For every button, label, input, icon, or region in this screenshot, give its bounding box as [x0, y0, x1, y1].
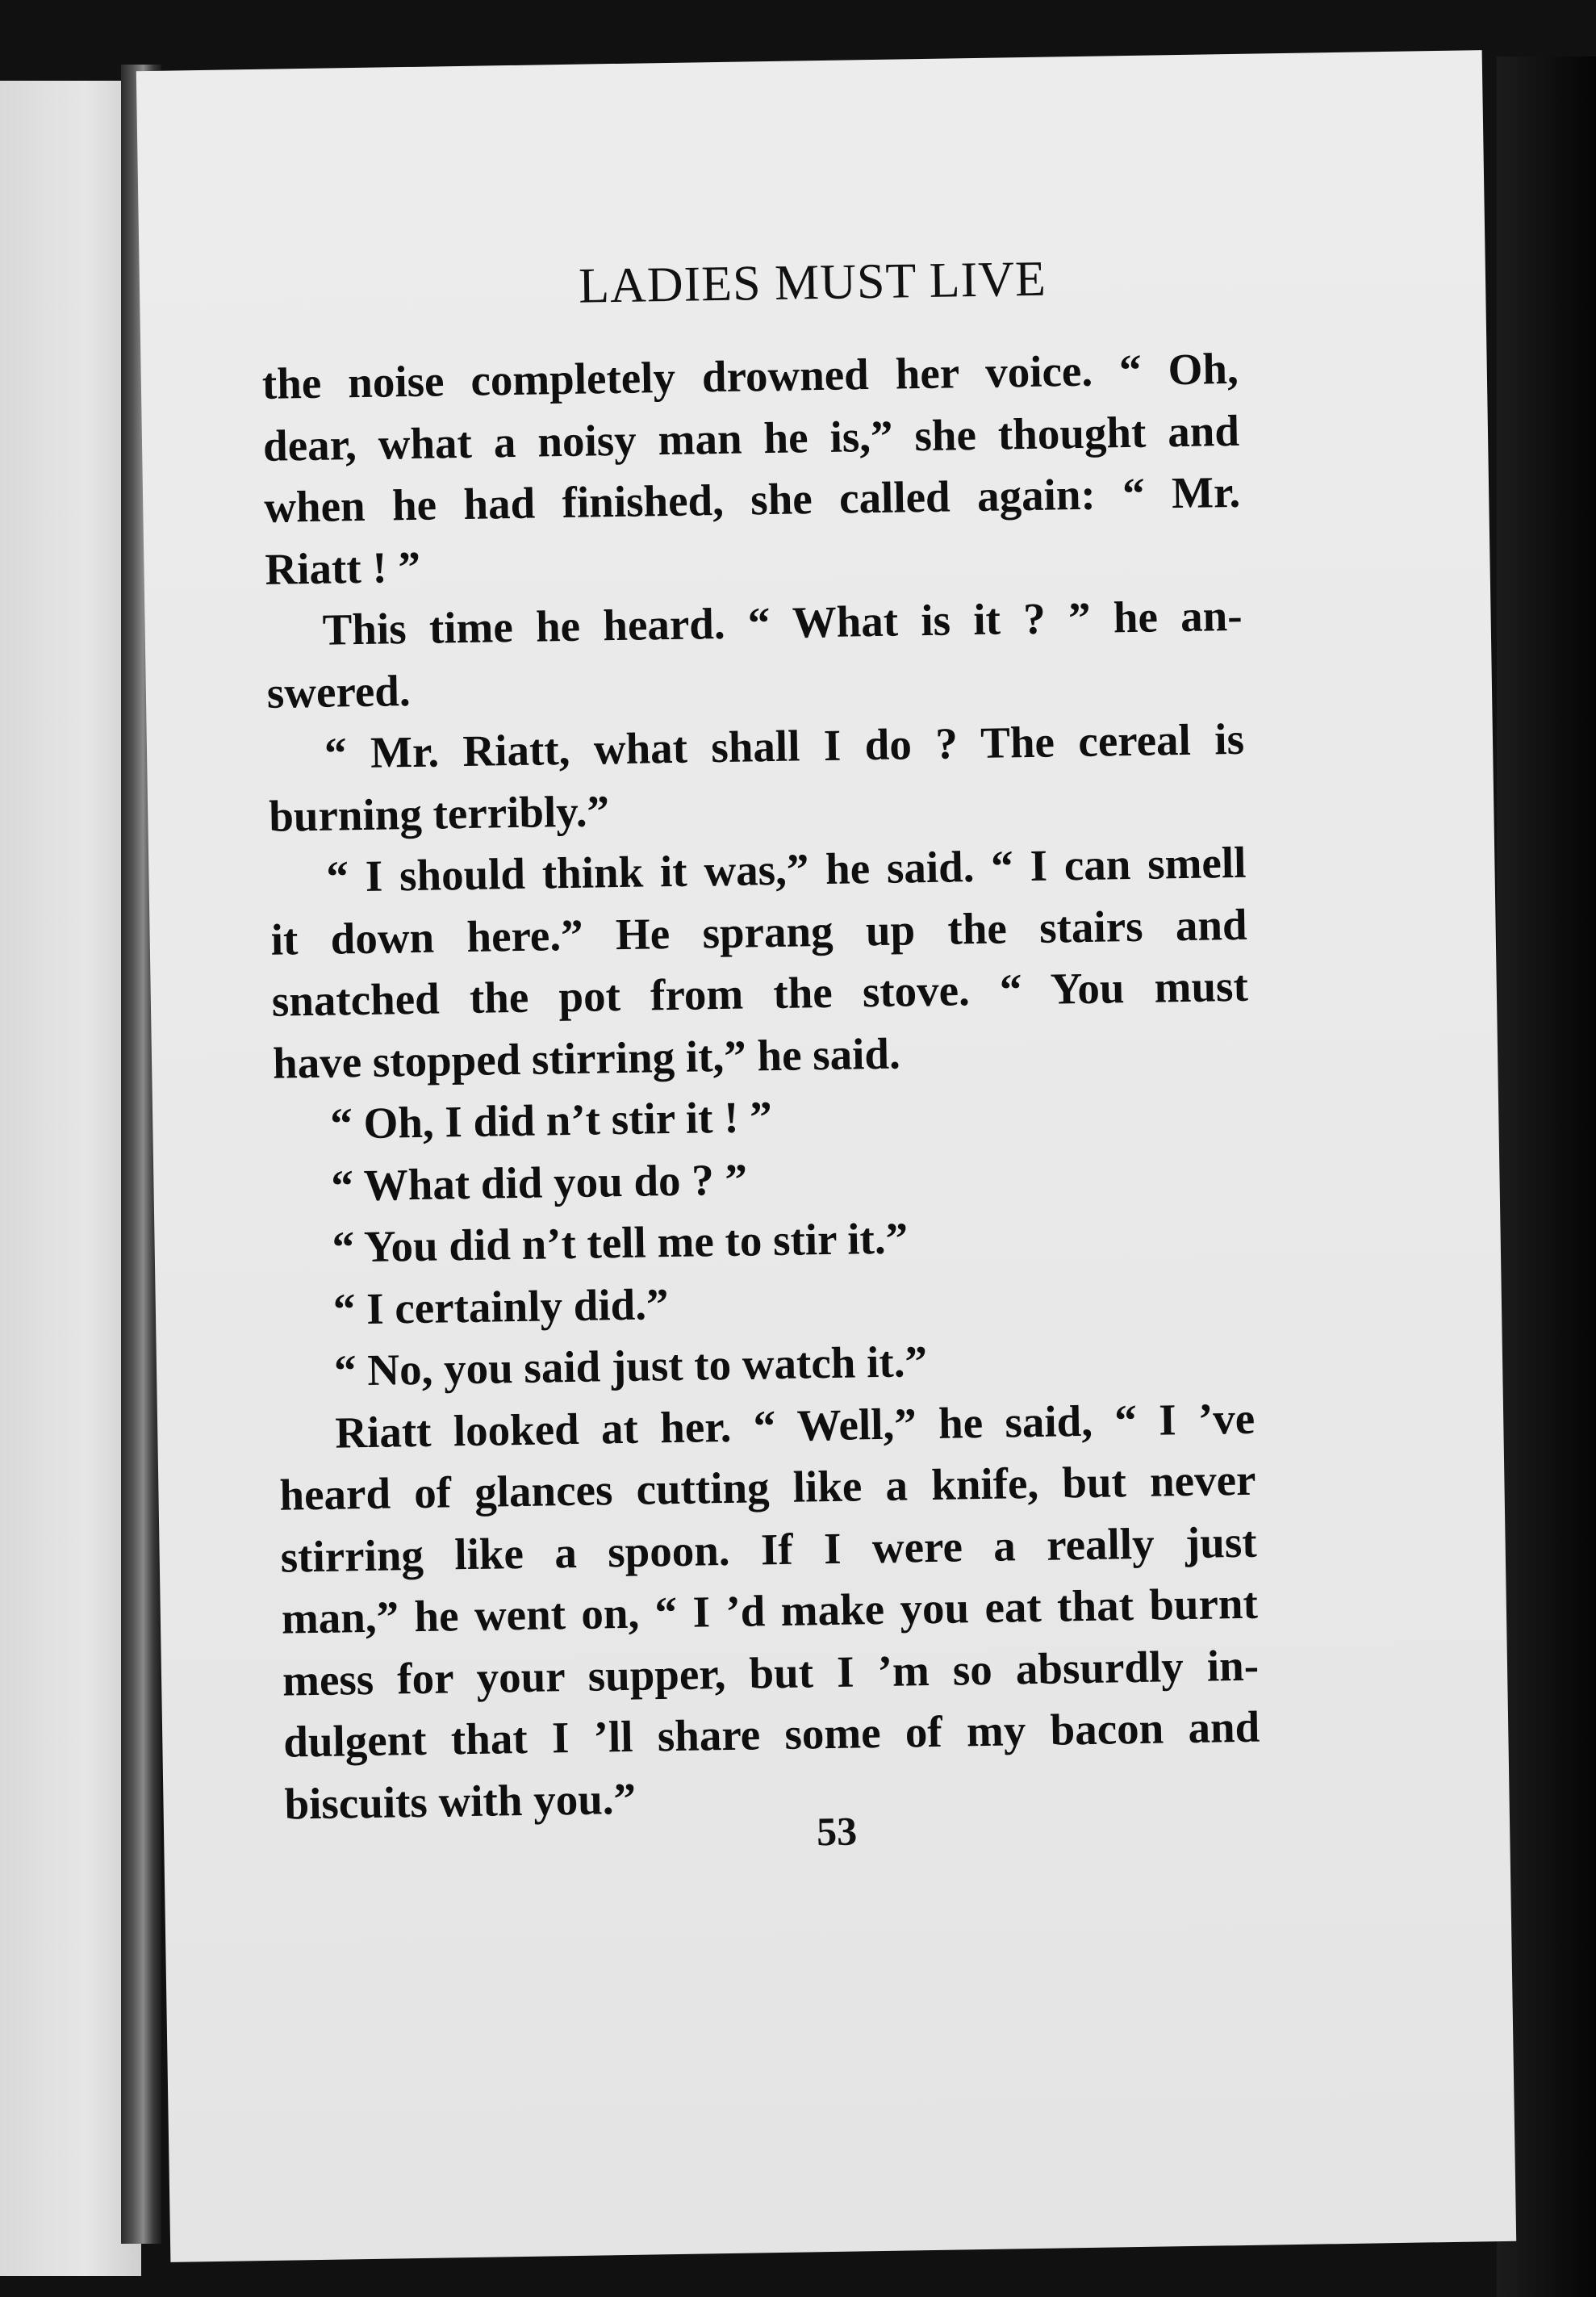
text-line: “ You did n’t tell me to stir it.” — [332, 1213, 909, 1272]
text-line: it down here.” He sprang up the stairs and — [270, 899, 1248, 964]
text-line: have stopped stirring it,” he said. — [272, 1028, 901, 1088]
text-line: mess for your supper, but I ’m so absurdly in- — [282, 1640, 1260, 1705]
text-line: “ I certainly did.” — [332, 1278, 669, 1334]
text-line: man,” he went on, “ I ’d make you eat that burnt — [281, 1578, 1259, 1643]
text-line: dear, what a noisy man he is,” she thought and — [262, 405, 1240, 471]
text-line: swered. — [266, 665, 412, 718]
text-line: “ No, you said just to watch it.” — [333, 1337, 928, 1395]
text-line: Riatt ! ” — [265, 542, 421, 594]
text-line: “ What did you do ? ” — [331, 1154, 748, 1211]
text-line: the noise completely drowned her voice. “ Oh, — [261, 343, 1239, 408]
text-line: Riatt looked at her. “ Well,” he said, “ I ’ve — [334, 1393, 1255, 1458]
page-number: 53 — [816, 1808, 858, 1855]
previous-page-edge — [0, 81, 141, 2276]
text-line: heard of glances cutting like a knife, but never — [279, 1454, 1256, 1520]
book-page — [136, 50, 1516, 2262]
text-line: “ Oh, I did n’t stir it ! ” — [329, 1092, 773, 1148]
text-line: dulgent that I ’ll share some of my bacon and — [282, 1701, 1260, 1767]
text-line: burning terribly.” — [268, 785, 610, 841]
page-body — [261, 338, 1261, 1835]
text-line: stirring like a spoon. If I were a really just — [280, 1517, 1258, 1582]
text-line: “ Mr. Riatt, what shall I do ? The cereal is — [324, 713, 1245, 778]
text-line: biscuits with you.” — [284, 1773, 637, 1829]
text-line: when he had finished, she called again: “ Mr. — [263, 467, 1241, 532]
text-line: snatched the pot from the stove. “ You must — [271, 960, 1249, 1026]
text-line: This time he heard. “ What is it ? ” he an- — [322, 590, 1243, 655]
text-line: “ I should think it was,” he said. “ I can smell — [326, 837, 1247, 902]
running-head: LADIES MUST LIVE — [578, 251, 1047, 314]
